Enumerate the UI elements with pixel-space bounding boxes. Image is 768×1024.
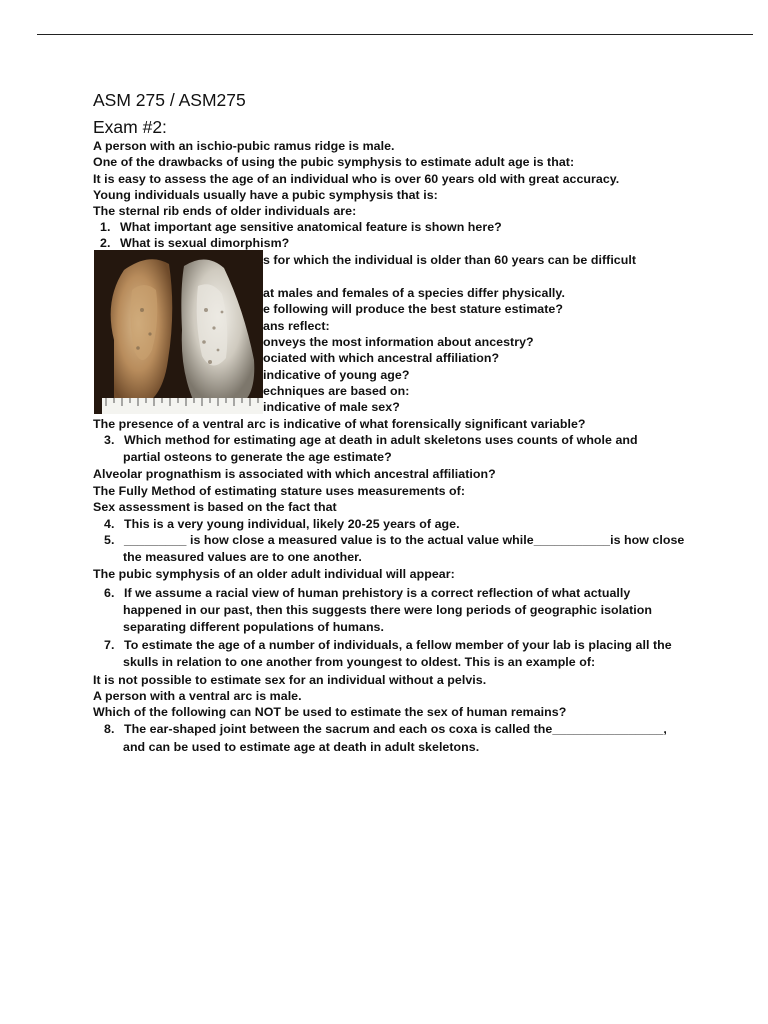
numbered-question-8: 8. The ear-shaped joint between the sacrum and each os coxa is called the________________, bbox=[104, 722, 667, 736]
question-line: The pubic symphysis of an older adult individual will appear: bbox=[93, 567, 455, 581]
question-line: Young individuals usually have a pubic symphysis that is: bbox=[93, 188, 438, 202]
question-line: Alveolar prognathism is associated with which ancestral affiliation? bbox=[93, 467, 496, 481]
question-line-fragment: ociated with which ancestral affiliation? bbox=[263, 351, 500, 365]
pubic-symphysis-photo bbox=[94, 250, 263, 414]
question-line: One of the drawbacks of using the pubic symphysis to estimate adult age is that: bbox=[93, 155, 575, 169]
question-line-fragment: echniques are based on: bbox=[263, 384, 410, 398]
numbered-question-4: 4. This is a very young individual, likely 20-25 years of age. bbox=[104, 517, 460, 531]
question-continuation: and can be used to estimate age at death in adult skeletons. bbox=[123, 740, 480, 754]
question-line: It is not possible to estimate sex for an individual without a pelvis. bbox=[93, 673, 487, 687]
question-line-not: Which of the following can NOT be used to estimate the sex of human remains? bbox=[93, 705, 567, 719]
numbered-question-3: 3. Which method for estimating age at death in adult skeletons uses counts of whole and bbox=[104, 433, 638, 447]
question-continuation: happened in our past, then this suggests there were long periods of geographic isolation bbox=[123, 603, 652, 617]
question-line: Sex assessment is based on the fact that bbox=[93, 500, 337, 514]
question-continuation: the measured values are to one another. bbox=[123, 550, 362, 564]
question-line-fragment: at males and females of a species differ physically. bbox=[263, 286, 565, 300]
question-line-fragment: ans reflect: bbox=[263, 319, 330, 333]
numbered-question-6: 6. If we assume a racial view of human prehistory is a correct reflection of what actually bbox=[104, 586, 631, 600]
numbered-question-1: 1. What important age sensitive anatomical feature is shown here? bbox=[100, 220, 502, 234]
question-line-fragment: onveys the most information about ancestry? bbox=[263, 335, 534, 349]
question-line-fragment: e following will produce the best stature estimate? bbox=[263, 302, 563, 316]
question-line-fragment: indicative of young age? bbox=[263, 368, 410, 382]
question-line-fragment: s for which the individual is older than 60 years can be difficult bbox=[263, 253, 637, 267]
question-line: A person with an ischio-pubic ramus ridge is male. bbox=[93, 139, 395, 153]
question-line-fragment: indicative of male sex? bbox=[263, 400, 400, 414]
question-continuation: partial osteons to generate the age estimate? bbox=[123, 450, 392, 464]
numbered-question-2: 2. What is sexual dimorphism? bbox=[100, 236, 290, 250]
question-line: A person with a ventral arc is male. bbox=[93, 689, 302, 703]
numbered-question-7: 7. To estimate the age of a number of individuals, a fellow member of your lab is placing all the bbox=[104, 638, 672, 652]
question-line: The presence of a ventral arc is indicative of what forensically significant variable? bbox=[93, 417, 586, 431]
bone-image bbox=[94, 250, 263, 414]
question-line: The sternal rib ends of older individuals are: bbox=[93, 204, 357, 218]
course-title: ASM 275 / ASM275 bbox=[93, 90, 246, 110]
header-rule bbox=[37, 34, 753, 35]
question-continuation: separating different populations of humans. bbox=[123, 620, 384, 634]
question-line: The Fully Method of estimating stature uses measurements of: bbox=[93, 484, 466, 498]
question-continuation: skulls in relation to one another from youngest to oldest. This is an example of: bbox=[123, 655, 596, 669]
question-line: It is easy to assess the age of an individual who is over 60 years old with great accuracy. bbox=[93, 172, 620, 186]
numbered-question-5: 5. _________ is how close a measured value is to the actual value while___________is how close bbox=[104, 533, 685, 547]
exam-title: Exam #2: bbox=[93, 117, 167, 137]
emphasis-not: NOT bbox=[254, 705, 282, 719]
